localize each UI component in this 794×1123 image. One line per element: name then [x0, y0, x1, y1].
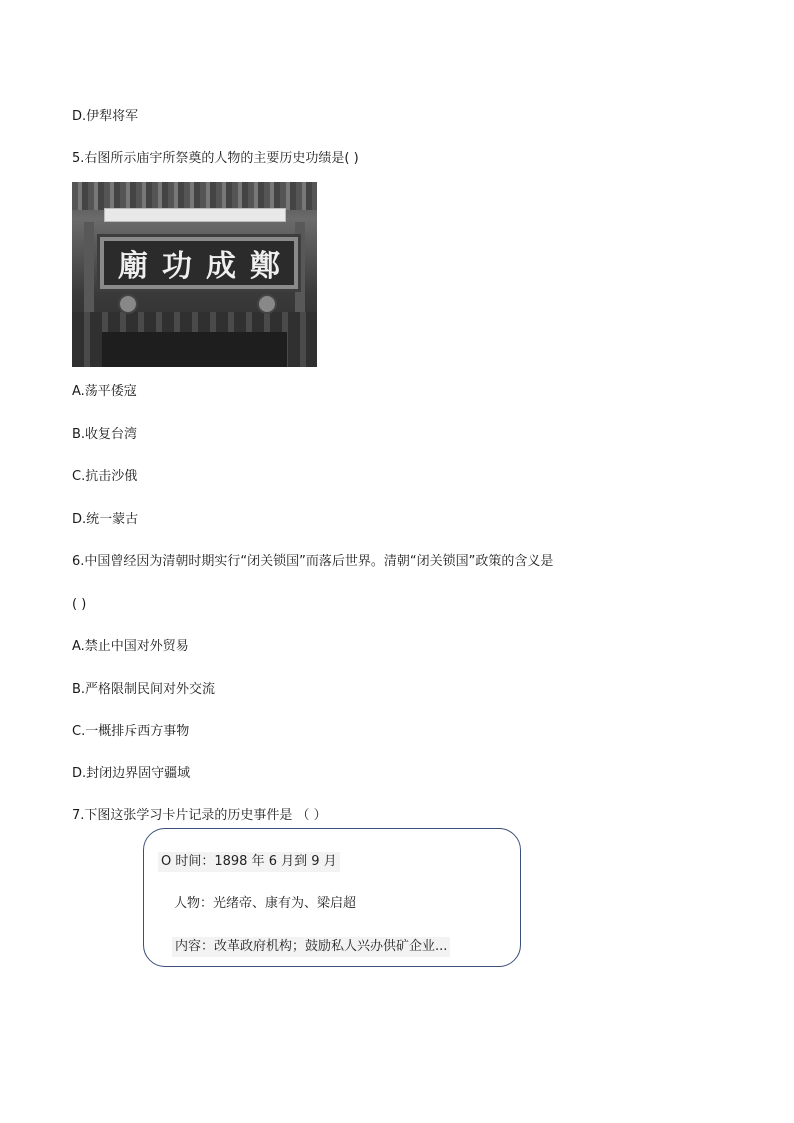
photo-knob-right: [257, 294, 277, 314]
option-q6-a: A.禁止中国对外贸易: [72, 639, 189, 654]
option-q6-d: D.封闭边界固守疆域: [72, 766, 191, 781]
option-q5-a: A.荡平倭寇: [72, 384, 137, 399]
photo-beam: [72, 182, 317, 210]
option-q6-c: C.一概排斥西方事物: [72, 724, 190, 739]
card-time: O 时间：1898 年 6 月到 9 月: [158, 852, 340, 872]
study-card: [143, 828, 521, 967]
question-6-stem: 6.中国曾经因为清朝时期实行“闭关锁国”而落后世界。清朝“闭关锁国”政策的含义是: [72, 554, 554, 569]
option-q5-b: B.收复台湾: [72, 427, 138, 442]
card-people: 人物：光绪帝、康有为、梁启超: [174, 896, 357, 911]
temple-plaque-photo: [72, 182, 317, 367]
photo-ceiling: [102, 332, 287, 367]
card-content: 内容：改革政府机构；鼓励私人兴办供矿企业...: [172, 937, 450, 957]
option-q5-c: C.抗击沙俄: [72, 469, 138, 484]
question-5-stem: 5.右图所示庙宇所祭奠的人物的主要历史功绩是( ): [72, 151, 359, 166]
option-q5-d: D.统一蒙古: [72, 512, 139, 527]
question-7-stem: 7.下图这张学习卡片记录的历史事件是 （ ）: [72, 808, 327, 823]
option-q6-b: B.严格限制民间对外交流: [72, 682, 216, 697]
temple-plaque: [100, 237, 298, 289]
photo-knob-left: [118, 294, 138, 314]
option-q4-d: D.伊犁将军: [72, 109, 139, 124]
plaque-inscription: 廟功成鄭: [118, 249, 294, 284]
question-6-paren: ( ): [72, 597, 87, 612]
photo-upper-board: [104, 208, 286, 222]
